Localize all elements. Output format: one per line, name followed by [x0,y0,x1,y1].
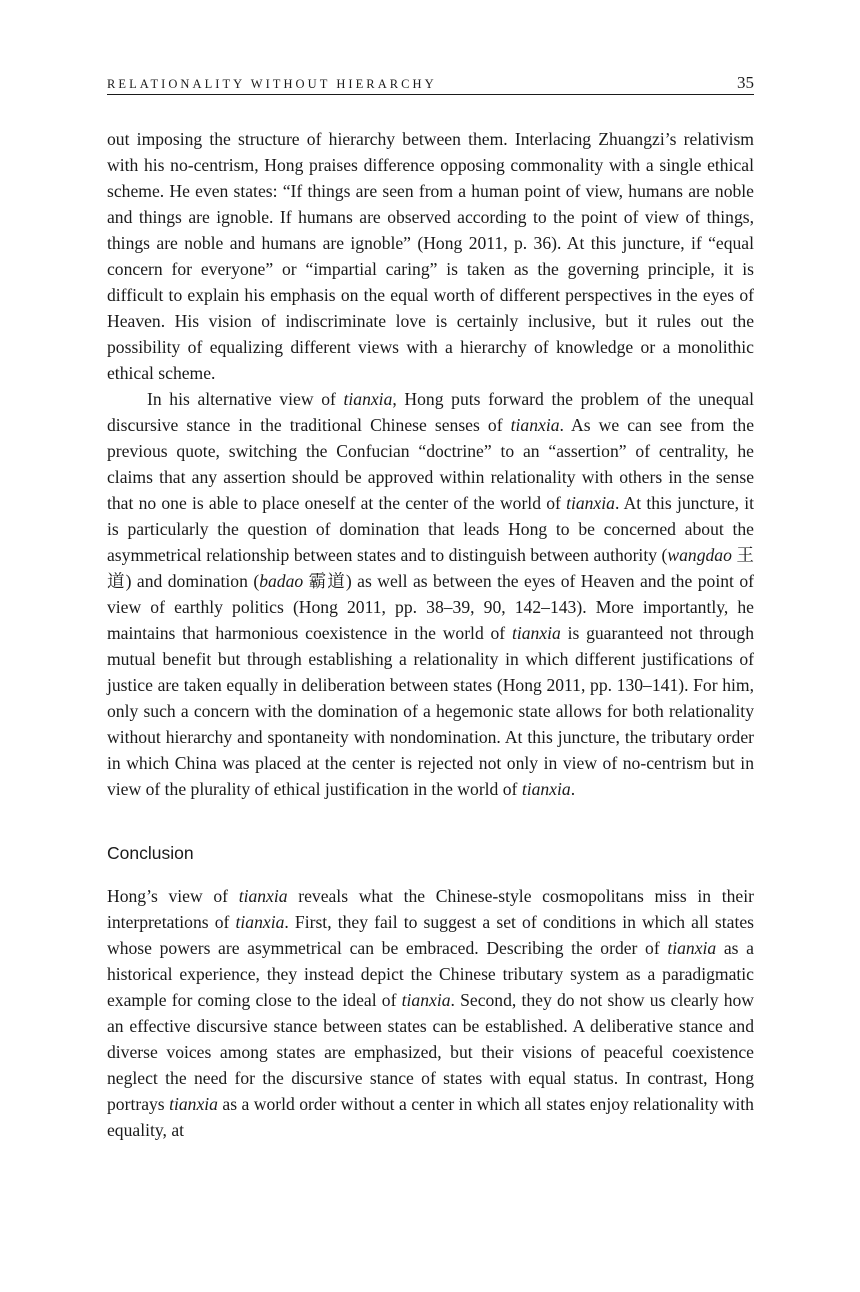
text-segment: 王道) and domination ( [107,545,755,591]
running-header [107,72,754,95]
italic-text: tianxia [238,886,288,906]
text-segment: . As we can see from the previous quote, switching the Confucian “doctrine” to an “assertion” of centrality, he claims that any assertion should be approved within relationality with others in the sense that no one is able to place oneself at the center of the world of [107,415,754,513]
italic-text: wangdao [667,545,732,565]
text-segment: reveals what the Chinese-style cosmopolitans miss in their interpretations of [107,886,754,932]
italic-text: tianxia [566,493,615,513]
italic-text: badao [259,571,304,591]
italic-text: tianxia [401,990,451,1010]
running-title: RELATIONALITY WITHOUT HIERARCHY [107,77,437,91]
paragraph [107,126,754,386]
text-segment: . Second, they do not show us clearly how an effective discursive stance between states can be established. A deliberative stance and diverse voices among states are emphasized, but their visions of peaceful coexistence neglect the need for the discursive stance of states with equal status. In contrast, Hong portrays [107,990,754,1114]
text-segment: Hong’s view of [107,886,239,906]
italic-text: tianxia [235,912,285,932]
page [107,72,754,1143]
paragraph [107,386,754,802]
paragraph [107,883,754,1143]
text-segment: . [570,779,576,799]
text-segment: . First, they fail to suggest a set of conditions in which all states whose powers are asymmetrical can be embraced. Describing the order of [107,912,754,958]
italic-text: tianxia [510,415,560,435]
text-segment: In his alternative view of [147,389,344,409]
italic-text: tianxia [343,389,393,409]
italic-text: tianxia [511,623,561,643]
text-segment: 霸道) as well as between the eyes of Heaven and the point of view of earthly politics (Hong 2011, pp. 38–39, 90, 142–143). More importantly, he maintains that harmonious coexistence in the world of [107,571,754,643]
text-segment: is guaranteed not through mutual benefit but through establishing a relationality in which different justifications of justice are taken equally in deliberation between states (Hong 2011, pp. 130–141). For him, only such a concern with the domination of a hegemonic state allows for both relationality without hierarchy and spontaneity with nondomination. At this juncture, the tributary order in which China was placed at the center is rejected not only in view of no-centrism but in view of the plurality of ethical justification in the world of [107,623,754,799]
body-text [107,126,754,1143]
text-segment: , Hong puts forward the problem of the unequal discursive stance in the traditional Chinese senses of [107,389,754,435]
italic-text: tianxia [169,1094,218,1114]
text-segment: . At this juncture, it is particularly the question of domination that leads Hong to be concerned about the asymmetrical relationship between states and to distinguish between authority ( [107,493,755,565]
section-heading: Conclusion [107,843,194,863]
text-segment: as a historical experience, they instead depict the Chinese tributary system as a paradigmatic example for coming close to the ideal of [107,938,754,1010]
text-segment: out imposing the structure of hierarchy between them. Interlacing Zhuangzi’s relativism with his no-centrism, Hong praises difference opposing commonality with a single ethical scheme. He even states: “If things are seen from a human point of view, humans are noble and things are ignoble. If humans are observed according to the point of view of things, things are noble and humans are ignoble” (Hong 2011, p. 36). At this juncture, if “equal concern for everyone” or “impartial caring” is taken as the governing principle, it is difficult to explain his emphasis on the equal worth of different perspectives in the eyes of Heaven. His vision of indiscriminate love is certainly inclusive, but it rules out the possibility of equalizing different views with a hierarchy of knowledge or a monolithic ethical scheme. [107,129,754,383]
page-number: 35 [737,73,754,92]
italic-text: tianxia [667,938,717,958]
italic-text: tianxia [521,779,571,799]
text-segment: as a world order without a center in which all states enjoy relationality with equality, at [107,1094,754,1140]
